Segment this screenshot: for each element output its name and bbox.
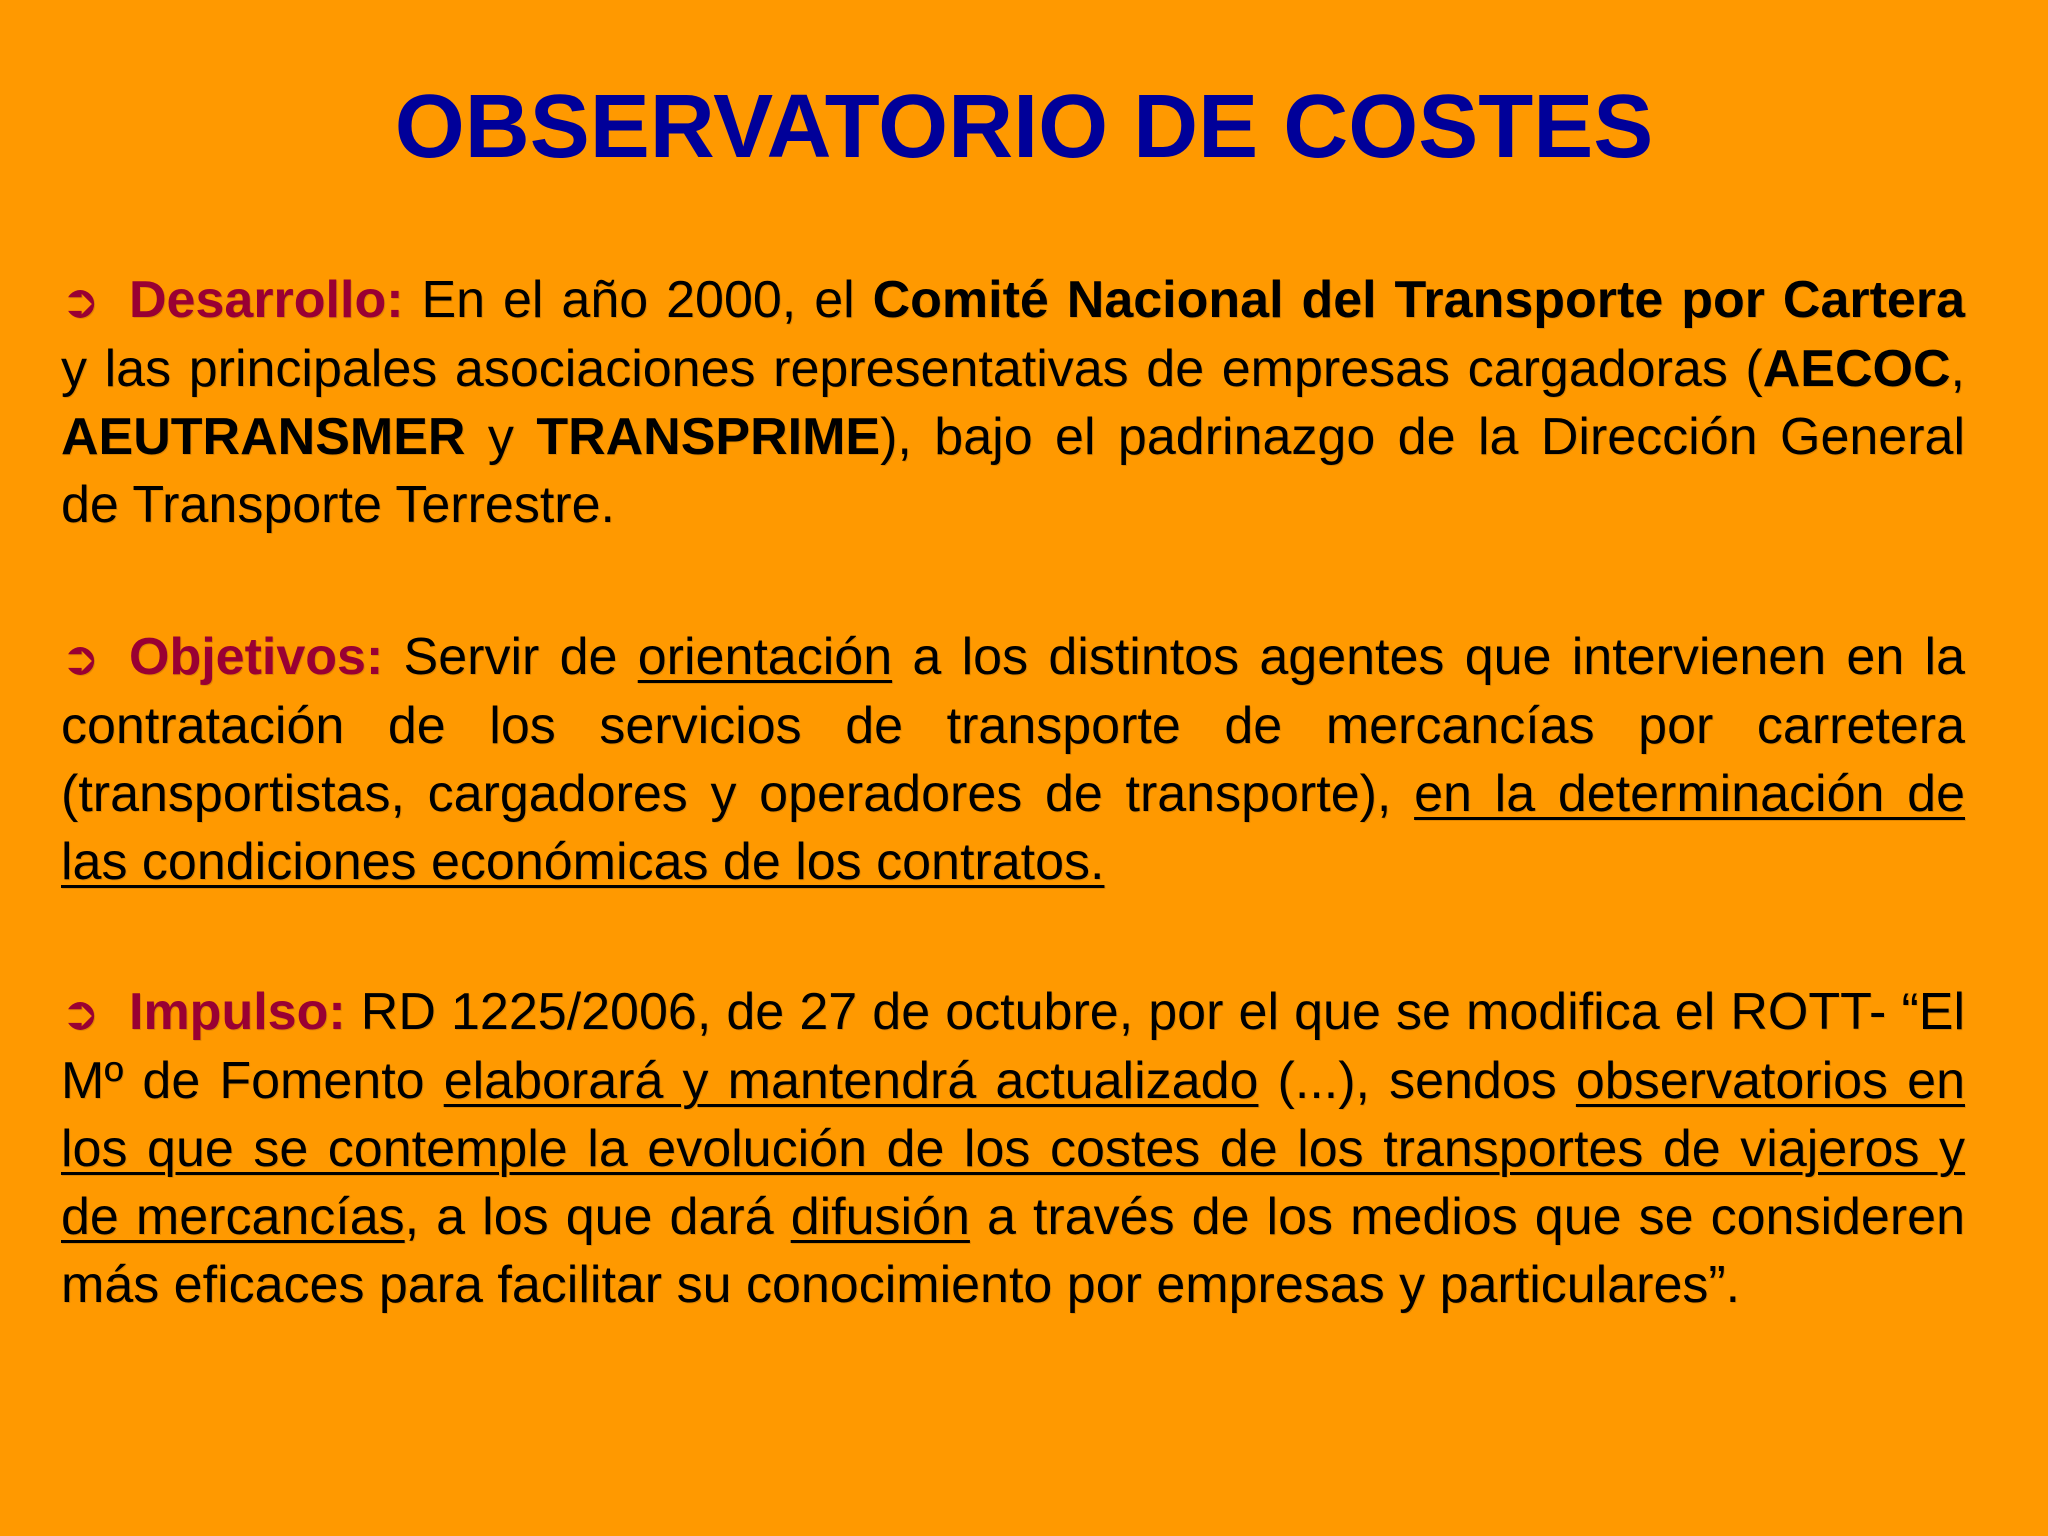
bold-segment: TRANSPRIME	[536, 408, 881, 466]
underlined-segment: orientación	[637, 628, 893, 686]
text-segment: , a los que dará	[404, 1188, 791, 1246]
bold-segment: Comité Nacional del Transporte por Cartera	[872, 271, 1966, 329]
underlined-segment: en la determinación de las condiciones económicas de los contratos.	[61, 765, 1965, 891]
slide-title: OBSERVATORIO DE COSTES	[394, 77, 1654, 177]
text-segment: ,	[1950, 340, 1965, 398]
text-segment: (...), sendos	[1258, 1052, 1576, 1110]
text-segment: ), bajo el padrinazgo de la Dirección General de Transporte Terrestre.	[61, 408, 1965, 534]
arrow-right-circle-icon: ➲	[61, 631, 100, 685]
label-objetivos: Objetivos:	[129, 628, 384, 686]
arrow-right-circle-icon: ➲	[61, 274, 100, 328]
paragraph-objetivos	[61, 623, 1965, 896]
text-segment: RD 1225/2006, de 27 de octubre, por el que se modifica el ROTT- “El Mº de Fomento	[61, 983, 1965, 1110]
arrow-right-circle-icon: ➲	[61, 986, 100, 1040]
underlined-segment: elaborará y mantendrá actualizado	[443, 1052, 1259, 1110]
label-impulso: Impulso:	[129, 983, 346, 1041]
underlined-segment: observatorios en los que se contemple la evolución de los costes de los transportes de viajeros y de mercancías	[61, 1052, 1965, 1246]
text-segment: Servir de	[383, 628, 638, 686]
label-desarrollo: Desarrollo:	[129, 271, 404, 329]
text-segment: y	[465, 408, 537, 466]
paragraph-desarrollo	[61, 266, 1965, 539]
text-segment: En el año 2000, el	[403, 271, 873, 329]
text-segment: a los distintos agentes que intervienen en la contratación de los servicios de transporte de mercancías por carretera (transportistas, cargadores y operadores de transporte),	[61, 628, 1965, 823]
bold-segment: AECOC	[1762, 340, 1951, 398]
text-segment: a través de los medios que se consideren más eficaces para facilitar su conocimiento por empresas y particulares”.	[61, 1188, 1965, 1314]
paragraph-impulso	[61, 978, 1965, 1319]
bold-segment: AEUTRANSMER	[61, 408, 466, 466]
underlined-segment: difusión	[790, 1188, 970, 1246]
text-segment: y las principales asociaciones representativas de empresas cargadoras (	[61, 340, 1763, 398]
